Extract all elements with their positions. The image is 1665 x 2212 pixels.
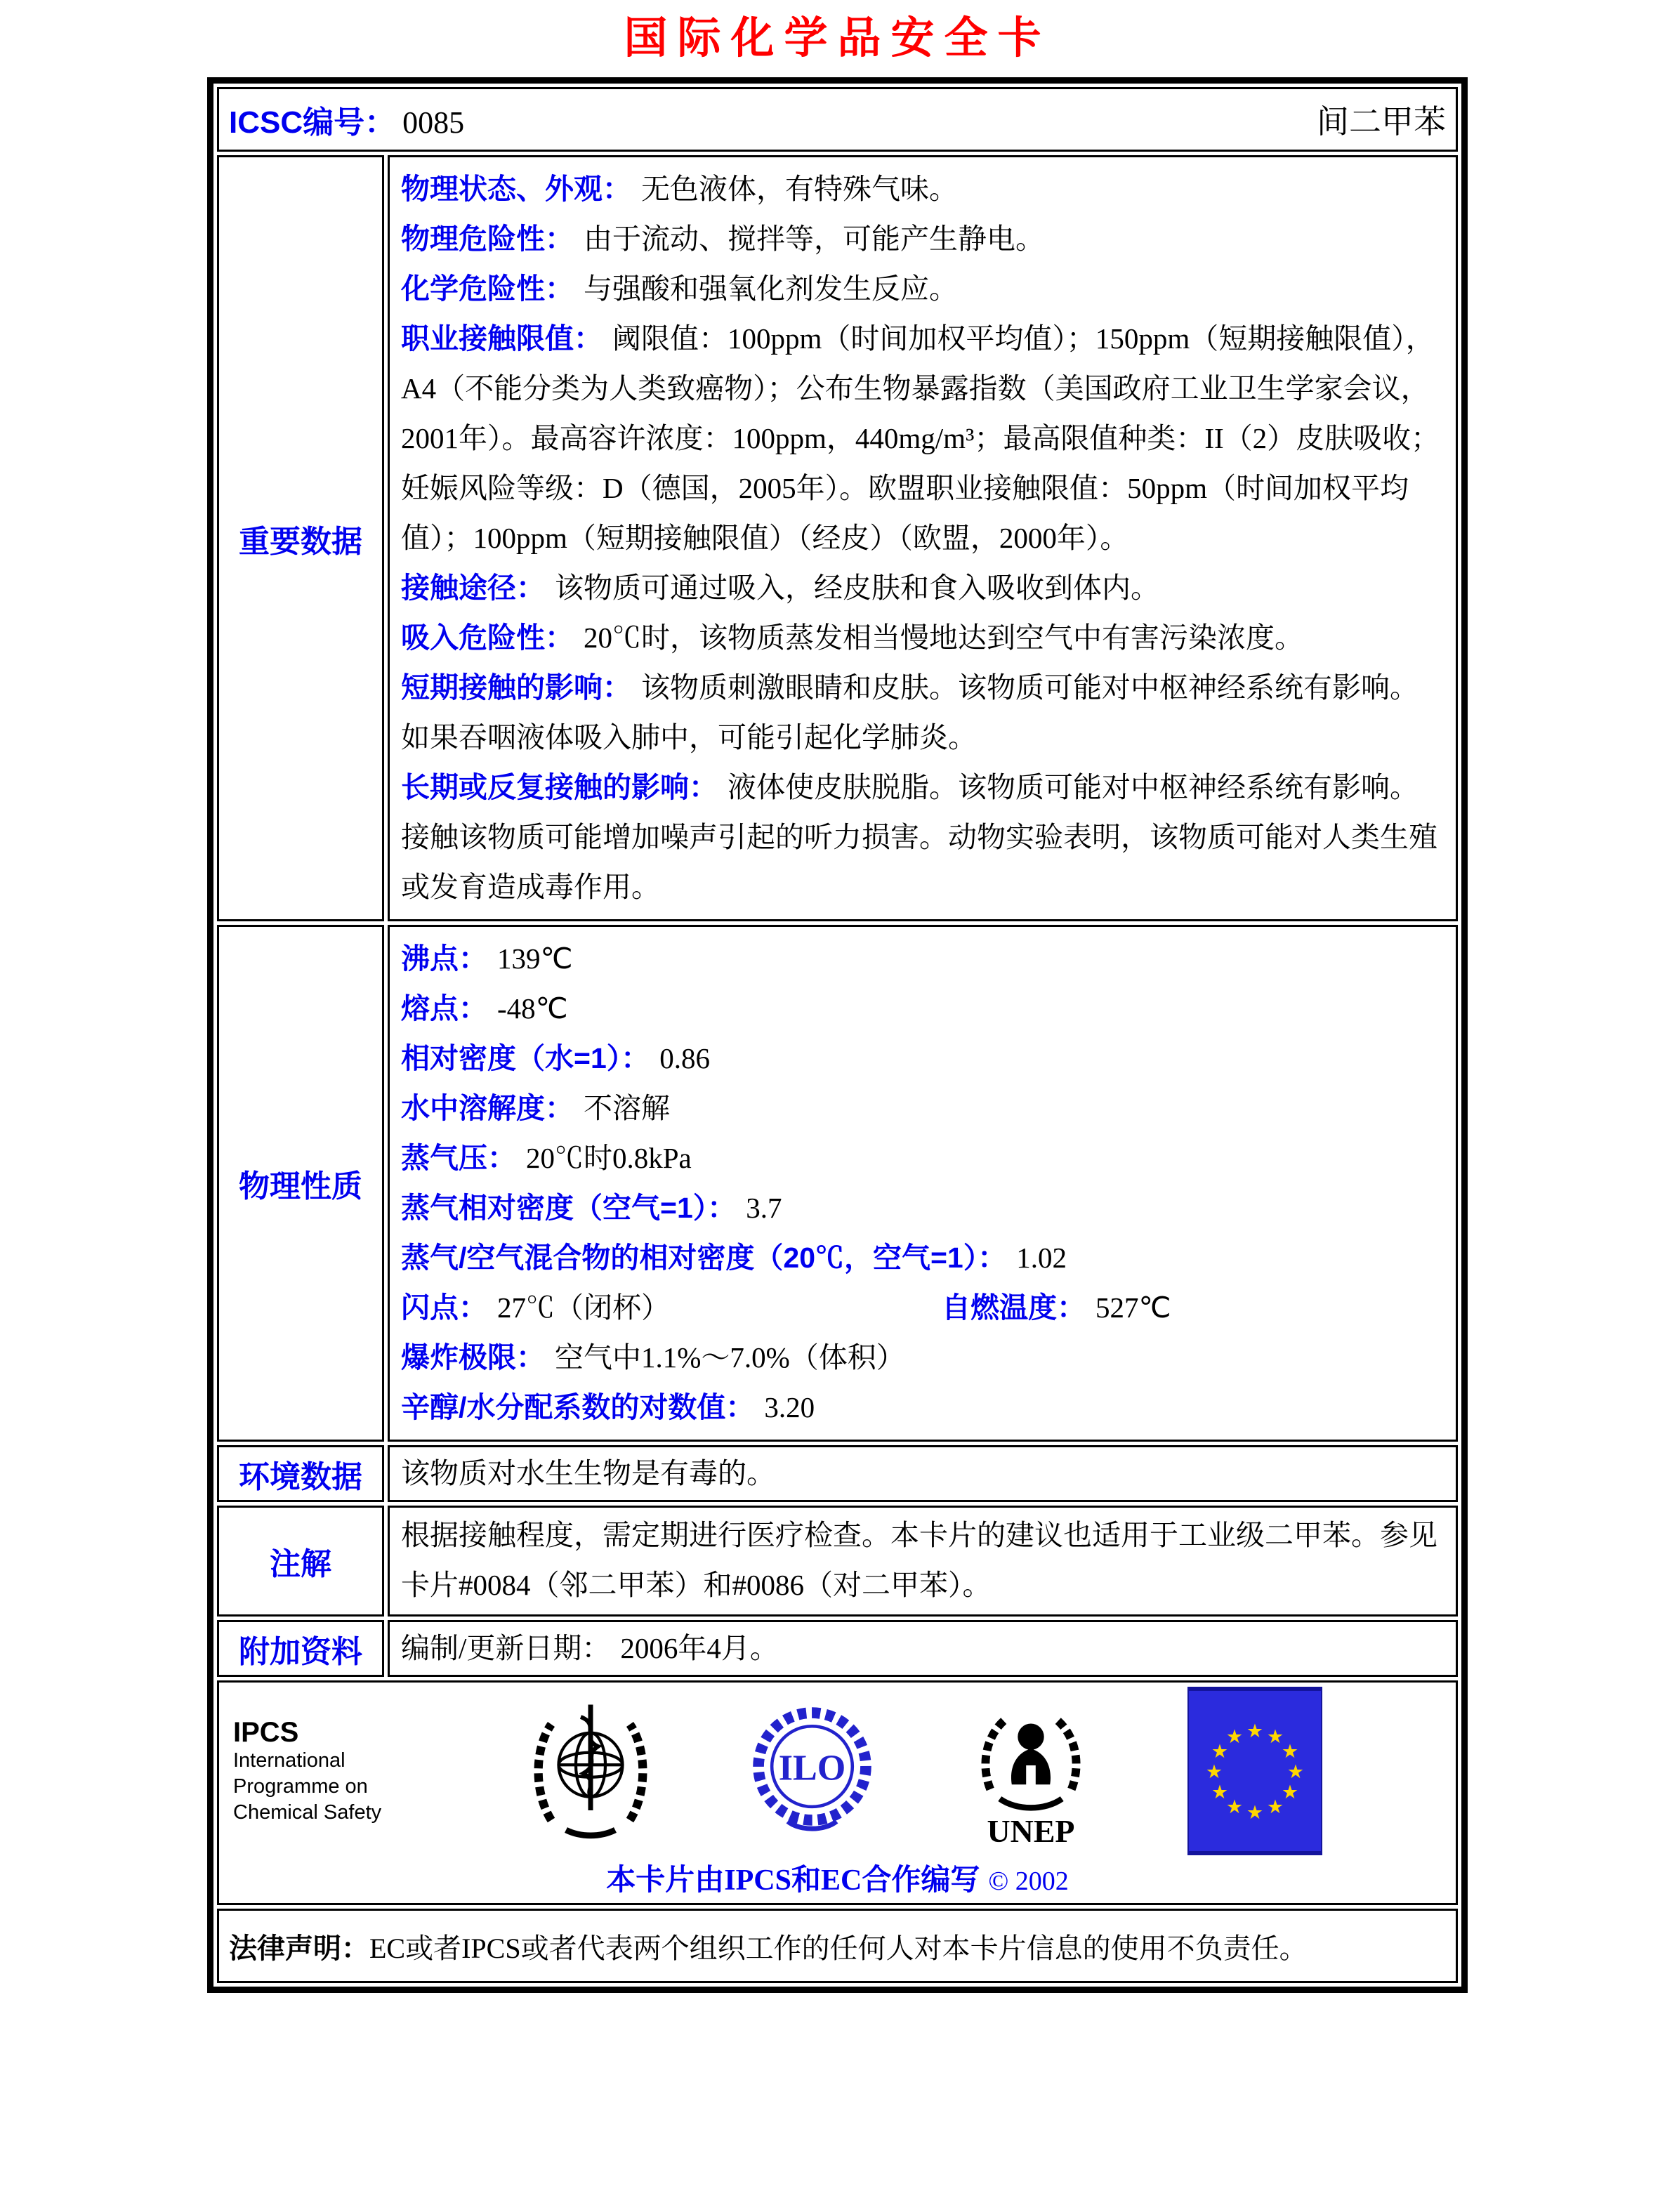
additional-info-row-label: 附加资料 [217,1620,384,1677]
important-data-content [388,155,1458,921]
important-data-item: 长期或反复接触的影响： 液体使皮肤脱脂。该物质可能对中枢神经系统有影响。接触该物质可能增加噪声引起的听力损害。动物实验表明，该物质可能对人类生殖或发育造成毒作用。 [401,771,1437,903]
page-title: 国际化学品安全卡 [624,14,1051,62]
legal-row [217,1909,1458,1983]
legal-text: EC或者IPCS或者代表两个组织工作的任何人对本卡片信息的使用不负责任。 [369,1932,1308,1964]
icsc-number-label: ICSC编号： [229,105,396,140]
environmental-data-row-label: 环境数据 [217,1445,384,1502]
property-relative-density: 相对密度（水=1）： 0.86 [401,1042,710,1074]
svg-text:★: ★ [1211,1782,1229,1803]
legal-label: 法律声明： [229,1933,369,1964]
svg-text:★: ★ [1266,1796,1284,1818]
icsc-number-value: 0085 [402,105,465,140]
property-vapor-density: 蒸气相对密度（空气=1）： 3.7 [401,1192,782,1224]
property-boiling-point: 沸点： 139℃ [401,942,573,975]
who-logo-icon [527,1697,654,1845]
icsc-table [207,77,1468,1993]
icsc-number-group [229,97,464,142]
svg-text:★: ★ [1281,1782,1299,1803]
ilo-logo-icon [751,1699,874,1843]
organizations-row [217,1680,1458,1905]
copyright-text: © 2002 [988,1867,1069,1896]
svg-text:★: ★ [1266,1726,1284,1748]
additional-info-content: 编制/更新日期： 2006年4月。 [388,1620,1458,1677]
svg-text:★: ★ [1225,1796,1244,1818]
notes-content: 根据接触程度，需定期进行医疗检查。本卡片的建议也适用于工业级二甲苯。参见卡片#0084（邻二甲苯）和#0086（对二甲苯）。 [388,1506,1458,1617]
important-data-item: 短期接触的影响： 该物质刺激眼睛和皮肤。该物质可能对中枢神经系统有影响。如果吞咽液体吸入肺中，可能引起化学肺炎。 [401,671,1419,753]
chemical-name: 间二甲苯 [1317,104,1446,140]
svg-text:★: ★ [1286,1761,1305,1783]
notes-row-label: 注解 [217,1506,384,1617]
property-flash-point-autoignition: 闪点： 27℃（闭杯） 自燃温度： 527℃ [401,1291,1171,1324]
property-melting-point: 熔点： -48℃ [401,992,568,1025]
unep-logo-icon [971,1696,1091,1847]
physical-properties-content [388,925,1458,1442]
card-credit-caption: 本卡片由IPCS和EC合作编写 © 2002 [606,1864,1069,1897]
important-data-row-label: 重要数据 [217,155,384,921]
property-vapor-pressure: 蒸气压： 20℃时0.8kPa [401,1142,692,1174]
unep-letters: UNEP [987,1812,1074,1847]
important-data-item: 职业接触限值： 阈限值：100ppm（时间加权平均值）；150ppm（短期接触限值），A4（不能分类为人类致癌物）；公布生物暴露指数（美国政府工业卫生学家会议，2001年）。最高容许浓度：100ppm，440mg/m³；最高限值种类：II（2）皮肤吸收；妊娠风险等级：D（德国，2005年）。欧盟职业接触限值：50ppm（时间加权平均值）；100ppm（短期接触限值）（经皮）（欧盟，2000年）。 [401,322,1440,554]
eu-flag-icon [1187,1687,1322,1855]
physical-properties-row-label: 物理性质 [217,925,384,1442]
svg-text:★: ★ [1281,1741,1299,1763]
important-data-item: 吸入危险性： 20℃时，该物质蒸发相当慢地达到空气中有害污染浓度。 [401,621,1303,654]
property-water-solubility: 水中溶解度： 不溶解 [401,1092,670,1124]
environmental-data-content: 该物质对水生生物是有毒的。 [388,1445,1458,1502]
svg-text:★: ★ [1225,1726,1244,1748]
important-data-item: 接触途径： 该物质可通过吸入，经皮肤和食入吸收到体内。 [401,572,1159,604]
important-data-item: 物理危险性： 由于流动、搅拌等，可能产生静电。 [401,223,1044,255]
svg-text:★: ★ [1205,1761,1223,1783]
svg-text:★: ★ [1246,1720,1264,1742]
property-logp: 辛醇/水分配系数的对数值： 3.20 [401,1391,815,1423]
important-data-item: 化学危险性： 与强酸和强氧化剂发生反应。 [401,272,958,305]
ipcs-text-block: IPCS International Programme on Chemical Safety [233,1717,430,1826]
property-explosive-limits: 爆炸极限： 空气中1.1%～7.0%（体积） [401,1341,905,1374]
svg-text:★: ★ [1211,1741,1229,1763]
property-vapor-air-density: 蒸气/空气混合物的相对密度（20℃，空气=1）： 1.02 [401,1242,1067,1274]
ipcs-title: IPCS [233,1716,299,1748]
ilo-letters: ILO [778,1748,846,1789]
svg-text:★: ★ [1246,1802,1264,1824]
important-data-item: 物理状态、外观： 无色液体，有特殊气味。 [401,173,958,205]
header-row [217,87,1458,152]
